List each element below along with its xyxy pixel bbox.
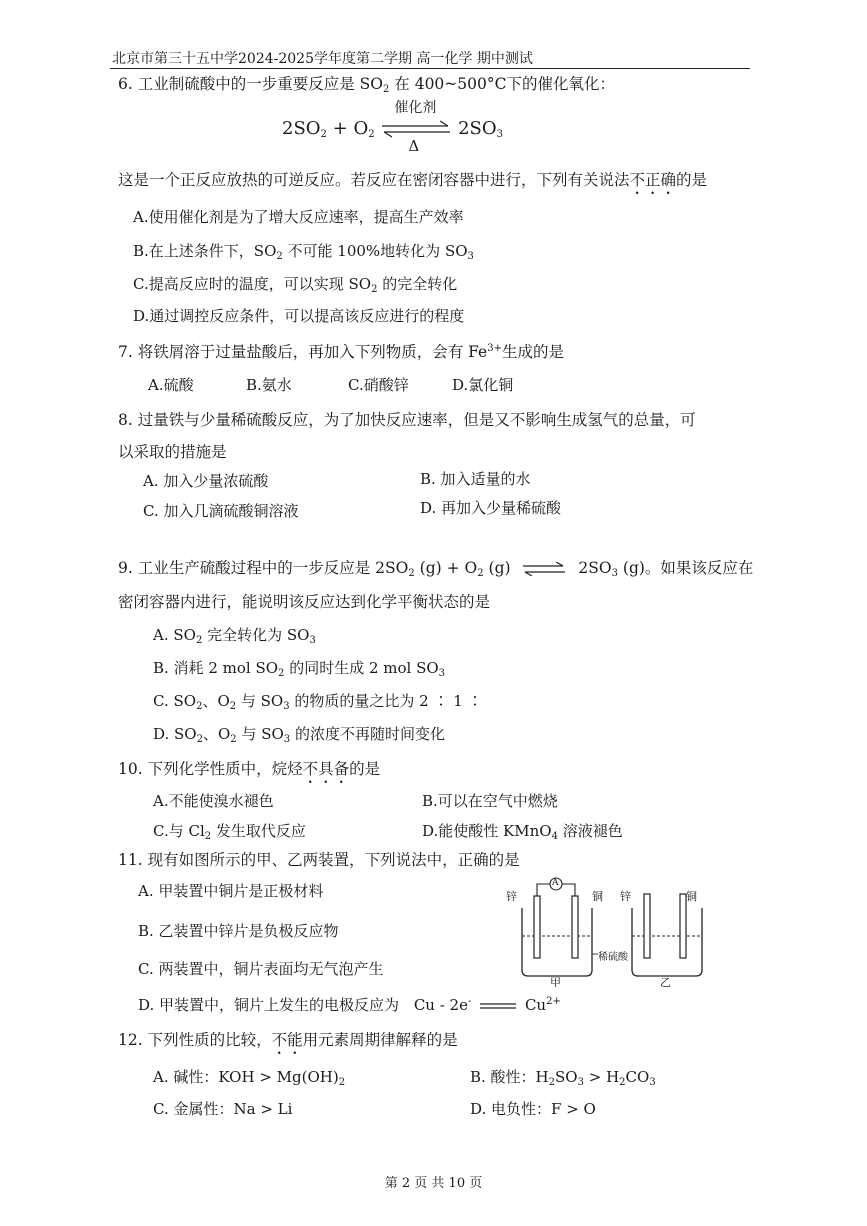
q7-option-d: D.氯化铜: [452, 376, 514, 394]
galvanic-cell-diagram: [500, 868, 710, 988]
equilibrium-arrow-icon: [521, 562, 567, 576]
q6-option-d: D.通过调控反应条件，可以提高该反应进行的程度: [133, 307, 465, 325]
q12-option-c: C. 金属性：Na > Li: [153, 1100, 293, 1118]
zinc-label-jia: 锌: [506, 890, 517, 903]
q9-stem-line1: 9. 工业生产硫酸过程中的一步反应是 $2SO_2$ $(g) + O_2$ (g) $2SO_3$ (g)。如果该反应在: [118, 559, 754, 579]
q7-stem: 7. 将铁屑溶于过量盐酸后，再加入下列物质，会有 $Fe^{3+}$生成的是: [118, 343, 564, 361]
q10-option-c: C.与 $Cl_2$ 发生取代反应: [153, 822, 306, 842]
q11-option-c: C. 两装置中，铜片表面均无气泡产生: [138, 960, 384, 978]
copper-label-jia: 铜: [592, 890, 603, 903]
q7-option-b: B.氨水: [246, 376, 292, 394]
header-rule: [110, 68, 750, 69]
cell-yi-label: 乙: [660, 976, 671, 989]
page-footer: 第 2 页 共 10 页: [384, 1176, 483, 1191]
reversible-arrow-icon: [380, 119, 452, 139]
q6-stem-line2: 这是一个正反应放热的可逆反应。若反应在密闭容器中进行，下列有关说法不正确的是: [118, 171, 708, 189]
q7-option-c: C.硝酸锌: [348, 376, 409, 394]
reaction-arrow-icon: [478, 1001, 518, 1011]
q8-stem-line1: 8. 过量铁与少量稀硫酸反应，为了加快反应速率，但是又不影响生成氢气的总量，可: [118, 411, 696, 429]
q11-option-d: D. 甲装置中，铜片上发生的电极反应为 Cu - 2e- $Cu^{2+}$: [138, 996, 561, 1014]
zinc-label-yi: 锌: [620, 890, 631, 903]
q9-stem-line2: 密闭容器内进行，能说明该反应达到化学平衡状态的是: [118, 593, 491, 611]
q12-stem: 12. 下列性质的比较，不能用元素周期律解释的是: [118, 1031, 458, 1049]
q6-option-c: C.提高反应时的温度，可以实现 $SO_2$ 的完全转化: [133, 275, 458, 295]
q6-option-b: B.在上述条件下，$SO_2$ 不可能 100%地转化为 $SO_3$: [133, 242, 474, 262]
q11-stem: 11. 现有如图所示的甲、乙两装置，下列说法中，正确的是: [118, 851, 520, 869]
q11-option-a: A. 甲装置中铜片是正极材料: [138, 882, 324, 900]
q10-stem: 10. 下列化学性质中，烷烃不具备的是: [118, 760, 381, 778]
ammeter-label: A: [552, 878, 559, 888]
q7-option-a: A.硫酸: [148, 376, 194, 394]
q6-heat-label: Δ: [408, 137, 420, 155]
copper-label-yi: 铜: [686, 890, 697, 903]
q6-equation: $2SO_2 + O_2$ 催化剂 Δ $2SO_3$: [282, 118, 503, 140]
acid-label: 稀硫酸: [598, 948, 628, 963]
q12-option-b: B. 酸性：$H_2SO_3 > H_2CO_3$: [470, 1068, 656, 1088]
q11-option-b: B. 乙装置中锌片是负极反应物: [138, 922, 339, 940]
q10-option-b: B.可以在空气中燃烧: [422, 792, 558, 810]
q11-figure: [500, 868, 710, 988]
q6-catalyst-label: 催化剂: [394, 100, 437, 116]
q12-option-d: D. 电负性：F > O: [470, 1100, 596, 1118]
q8-option-d: D. 再加入少量稀硫酸: [420, 499, 562, 517]
q8-stem-line2: 以采取的措施是: [118, 443, 227, 461]
q9-option-d: D. $SO_2$、$O_2$ 与 $SO_3$ 的浓度不再随时间变化: [153, 725, 445, 745]
q8-option-b: B. 加入适量的水: [420, 470, 531, 488]
q9-option-c: C. $SO_2$、$O_2$ 与 $SO_3$ 的物质的量之比为 2 ∶ 1 ∶: [153, 692, 483, 712]
q10-option-a: A.不能使溴水褪色: [153, 792, 274, 810]
q8-option-c: C. 加入几滴硫酸铜溶液: [143, 502, 299, 520]
q9-option-b: B. 消耗 2 mol $SO_2$ 的同时生成 2 mol $SO_3$: [153, 659, 446, 679]
q6-stem: 6. 工业制硫酸中的一步重要反应是 $SO_2$ 在 400~500°C下的催化氧化：: [118, 75, 615, 95]
q10-option-d: D.能使酸性 KMnO$_4$ 溶液褪色: [422, 822, 623, 842]
q9-option-a: A. $SO_2$ 完全转化为 $SO_3$: [153, 626, 316, 646]
q12-option-a: A. 碱性：KOH > $Mg(OH)_2$: [153, 1068, 346, 1088]
cell-jia-label: 甲: [550, 976, 561, 989]
q6-option-a: A.使用催化剂是为了增大反应速率，提高生产效率: [133, 208, 464, 226]
q8-option-a: A. 加入少量浓硫酸: [143, 472, 269, 490]
page-header: 北京市第三十五中学2024-2025学年度第二学期 高一化学 期中测试: [112, 51, 533, 67]
